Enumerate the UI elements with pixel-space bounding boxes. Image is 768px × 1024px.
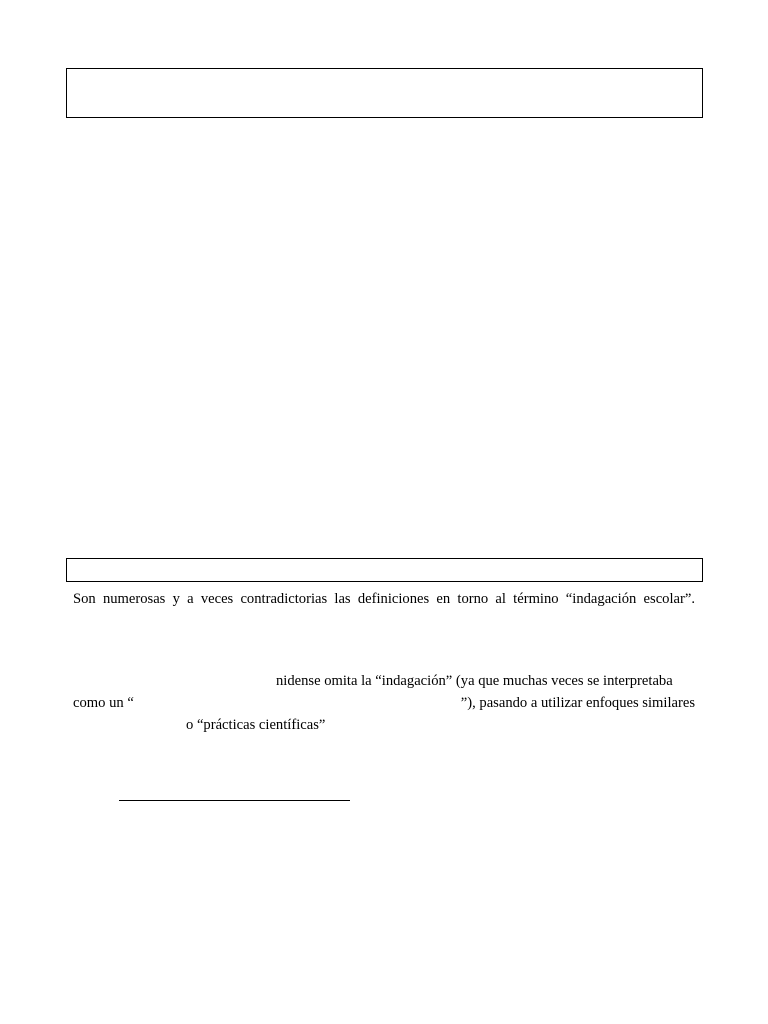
section-title-box (66, 558, 703, 582)
paragraph-line-2: nidense omita la “indagación” (ya que muchas veces se interpretaba (276, 673, 673, 689)
paragraph-line-1: Son numerosas y a veces contradictorias las definiciones en torno al término “indagación escolar”. (73, 591, 695, 607)
paragraph-line-4: o “prácticas científicas” (186, 717, 326, 733)
paragraph-line-3-end: ”), pasando a utilizar enfoques similares (460, 695, 695, 711)
heading-box (66, 68, 703, 118)
paragraph-line-3-start: como un “ (73, 695, 134, 711)
footnote-separator (119, 800, 350, 801)
